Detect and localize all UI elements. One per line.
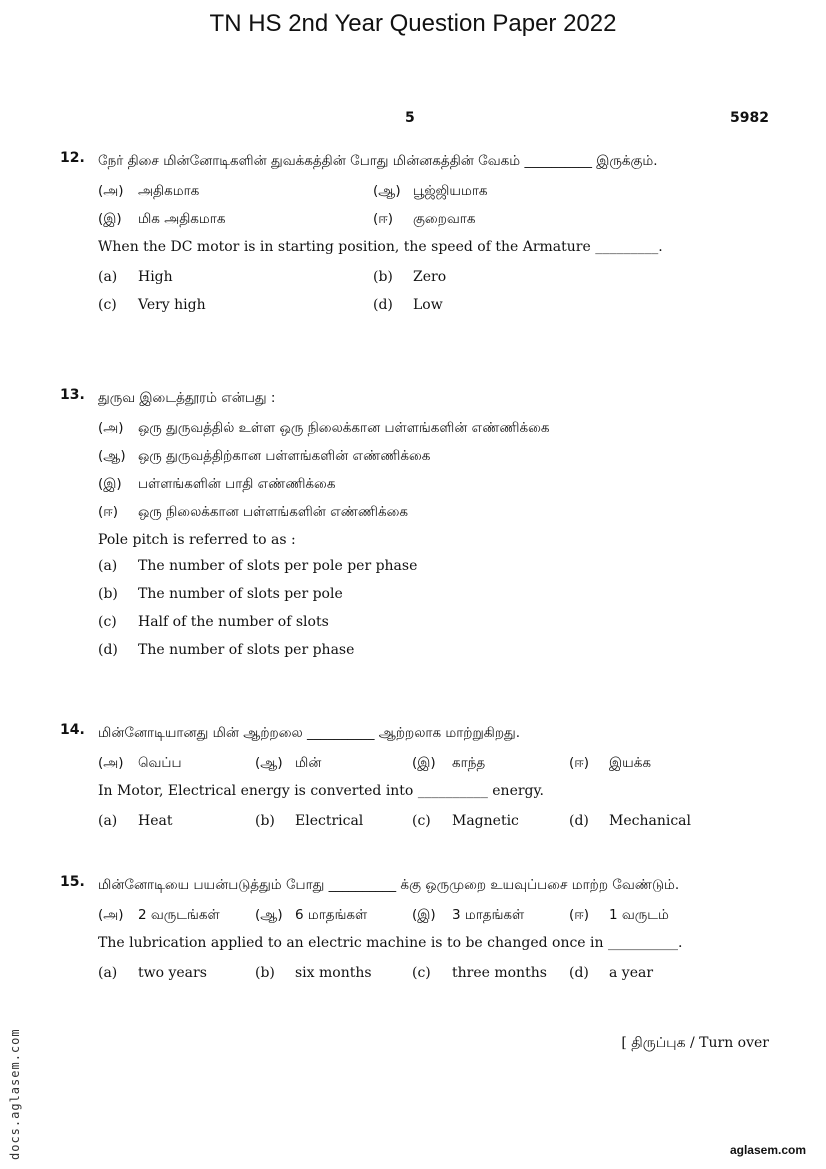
option-label: (d) xyxy=(98,642,118,658)
question-number: 12. xyxy=(60,150,85,166)
corner-watermark: aglasem.com xyxy=(729,1143,806,1157)
option-text: The number of slots per pole per phase xyxy=(138,558,418,574)
option-text: Magnetic xyxy=(452,813,519,829)
option-a xyxy=(98,962,255,984)
option-d xyxy=(569,904,749,926)
option-c xyxy=(412,752,569,774)
option-a xyxy=(98,810,255,832)
option-label: (ஈ) xyxy=(569,907,590,923)
english-options-row xyxy=(98,294,770,316)
option-label: (ஆ) xyxy=(255,907,283,923)
option-text: காந்த xyxy=(452,755,486,771)
option-text: அதிகமாக xyxy=(138,183,200,199)
tamil-question-text: மின்னோடியை பயன்படுத்தும் போது __________ க்கு ஒருமுறை உயவுப்பசை மாற்ற வேண்டும். xyxy=(98,877,680,893)
option-label: (ஆ) xyxy=(98,448,126,464)
option-label: (இ) xyxy=(98,211,122,227)
option-text: Zero xyxy=(413,269,447,285)
option-d xyxy=(569,962,749,984)
english-option xyxy=(98,639,770,661)
question-15 xyxy=(60,874,770,990)
option-label: (ஆ) xyxy=(255,755,283,771)
option-d xyxy=(373,294,648,316)
option-c xyxy=(98,208,373,230)
option-text: High xyxy=(138,269,173,285)
option-text: Electrical xyxy=(295,813,364,829)
option-b xyxy=(373,180,648,202)
option-text: Very high xyxy=(138,297,206,313)
option-text: a year xyxy=(609,965,654,981)
option-text: The number of slots per pole xyxy=(138,586,343,602)
tamil-question-text: நேர் திசை மின்னோடிகளின் துவக்கத்தின் போது மின்னகத்தின் வேகம் __________ இருக்கும். xyxy=(98,153,658,169)
option-text: two years xyxy=(138,965,207,981)
option-label: (b) xyxy=(373,269,393,285)
option-label: (ஈ) xyxy=(98,504,119,520)
option-label: (c) xyxy=(412,965,431,981)
tamil-option xyxy=(98,445,770,467)
option-label: (c) xyxy=(412,813,431,829)
option-text: The number of slots per phase xyxy=(138,642,355,658)
option-label: (அ) xyxy=(98,755,124,771)
option-label: (d) xyxy=(569,965,589,981)
option-c xyxy=(412,962,569,984)
tamil-options-row xyxy=(98,208,770,230)
option-b xyxy=(255,904,412,926)
tamil-options-row xyxy=(98,180,770,202)
paper-code: 5982 xyxy=(730,110,769,126)
option-label: (ஆ) xyxy=(373,183,401,199)
option-c xyxy=(412,904,569,926)
option-text: Mechanical xyxy=(609,813,691,829)
option-text: மிக அதிகமாக xyxy=(138,211,226,227)
english-option xyxy=(98,611,770,633)
option-text: three months xyxy=(452,965,547,981)
tamil-options-row xyxy=(98,752,770,774)
tamil-option xyxy=(98,501,770,523)
option-label: (a) xyxy=(98,558,118,574)
option-text: 3 மாதங்கள் xyxy=(452,907,525,923)
option-d xyxy=(373,208,648,230)
question-number: 13. xyxy=(60,387,85,403)
turn-over-note: [ திருப்புக / Turn over xyxy=(621,1035,769,1051)
option-label: (c) xyxy=(98,614,117,630)
english-question-text: When the DC motor is in starting position, the speed of the Armature _________. xyxy=(98,239,663,255)
option-b xyxy=(255,810,412,832)
option-text: இயக்க xyxy=(609,755,651,771)
option-a xyxy=(98,752,255,774)
page-title: TN HS 2nd Year Question Paper 2022 xyxy=(209,10,617,37)
option-label: (அ) xyxy=(98,907,124,923)
option-text: six months xyxy=(295,965,372,981)
option-label: (c) xyxy=(98,297,117,313)
option-label: (அ) xyxy=(98,420,124,436)
option-label: (ஈ) xyxy=(373,211,394,227)
tamil-question-text: மின்னோடியானது மின் ஆற்றலை __________ ஆற்றலாக மாற்றுகிறது. xyxy=(98,725,521,741)
option-label: (இ) xyxy=(98,476,122,492)
question-13 xyxy=(60,387,770,667)
english-question-text: The lubrication applied to an electric machine is to be changed once in __________. xyxy=(98,935,683,951)
question-number: 15. xyxy=(60,874,85,890)
option-label: (b) xyxy=(255,813,275,829)
option-d xyxy=(569,752,749,774)
option-text: Low xyxy=(413,297,443,313)
option-text: வெப்ப xyxy=(138,755,182,771)
option-text: பூஜ்ஜியமாக xyxy=(413,183,488,199)
option-text: குறைவாக xyxy=(413,211,476,227)
option-b xyxy=(255,962,412,984)
option-label: (அ) xyxy=(98,183,124,199)
option-b xyxy=(373,266,648,288)
option-text: 6 மாதங்கள் xyxy=(295,907,368,923)
option-label: (b) xyxy=(98,586,118,602)
option-text: பள்ளங்களின் பாதி எண்ணிக்கை xyxy=(138,476,336,492)
english-options-row xyxy=(98,962,770,984)
english-question-text: In Motor, Electrical energy is converted into __________ energy. xyxy=(98,783,545,799)
option-label: (a) xyxy=(98,269,118,285)
option-b xyxy=(255,752,412,774)
option-a xyxy=(98,266,373,288)
question-12 xyxy=(60,150,770,322)
option-label: (ஈ) xyxy=(569,755,590,771)
english-option xyxy=(98,583,770,605)
option-text: 1 வருடம் xyxy=(609,907,669,923)
tamil-question-text: துருவ இடைத்தூரம் என்பது : xyxy=(98,390,276,406)
option-text: 2 வருடங்கள் xyxy=(138,907,220,923)
option-label: (d) xyxy=(373,297,393,313)
option-label: (இ) xyxy=(412,755,436,771)
page-number: 5 xyxy=(405,110,415,126)
option-d xyxy=(569,810,749,832)
option-label: (b) xyxy=(255,965,275,981)
option-label: (இ) xyxy=(412,907,436,923)
option-text: ஒரு நிலைக்கான பள்ளங்களின் எண்ணிக்கை xyxy=(138,504,408,520)
option-text: மின் xyxy=(295,755,322,771)
option-text: ஒரு துருவத்தில் உள்ள ஒரு நிலைக்கான பள்ளங்களின் எண்ணிக்கை xyxy=(138,420,550,436)
option-a xyxy=(98,180,373,202)
option-c xyxy=(98,294,373,316)
english-options-row xyxy=(98,266,770,288)
option-text: ஒரு துருவத்திற்கான பள்ளங்களின் எண்ணிக்கை xyxy=(138,448,431,464)
option-label: (d) xyxy=(569,813,589,829)
option-text: Heat xyxy=(138,813,173,829)
option-c xyxy=(412,810,569,832)
tamil-option xyxy=(98,417,770,439)
english-option xyxy=(98,555,770,577)
tamil-option xyxy=(98,473,770,495)
question-number: 14. xyxy=(60,722,85,738)
option-label: (a) xyxy=(98,965,118,981)
english-options-row xyxy=(98,810,770,832)
option-text: Half of the number of slots xyxy=(138,614,329,630)
tamil-options-row xyxy=(98,904,770,926)
question-14 xyxy=(60,722,770,838)
option-a xyxy=(98,904,255,926)
english-question-text: Pole pitch is referred to as : xyxy=(98,532,296,548)
side-watermark: docs.aglasem.com xyxy=(8,1028,22,1160)
option-label: (a) xyxy=(98,813,118,829)
